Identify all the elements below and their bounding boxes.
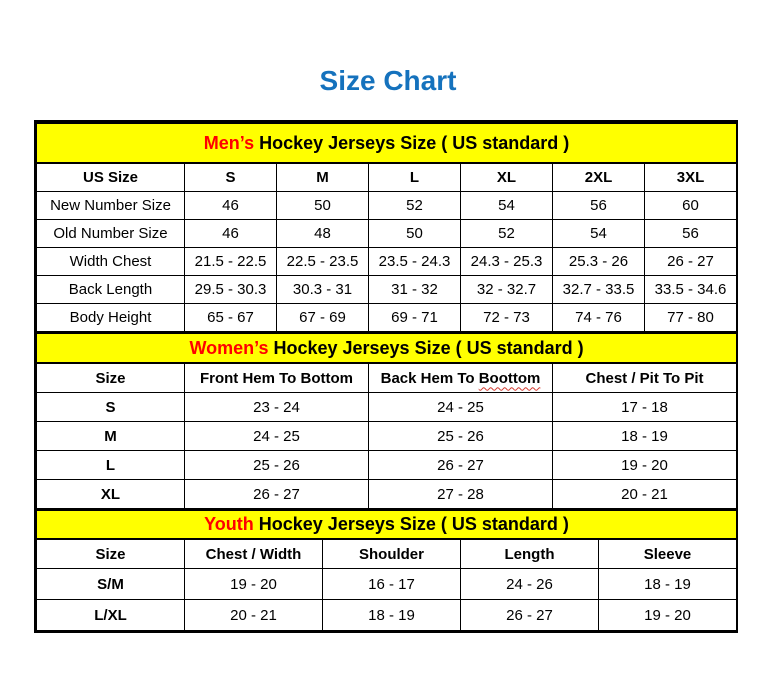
column-header: US Size [37, 163, 185, 192]
value-cell: 20 - 21 [553, 480, 737, 509]
mens-table-body [37, 192, 737, 332]
value-cell: 50 [277, 192, 369, 220]
row-label: S [37, 393, 185, 422]
row-label: New Number Size [37, 192, 185, 220]
value-cell: 24 - 26 [461, 569, 599, 600]
row-label: XL [37, 480, 185, 509]
value-cell: 67 - 69 [277, 304, 369, 332]
youth-table-body [37, 569, 737, 631]
value-cell: 46 [185, 220, 277, 248]
table-row [37, 304, 737, 332]
mens-section-header-row [37, 123, 737, 163]
value-cell: 19 - 20 [553, 451, 737, 480]
value-cell: 27 - 28 [369, 480, 553, 509]
table-row [37, 422, 737, 451]
value-cell: 25.3 - 26 [553, 248, 645, 276]
column-header: XL [461, 163, 553, 192]
column-header: 2XL [553, 163, 645, 192]
value-cell: 22.5 - 23.5 [277, 248, 369, 276]
mens-section-title [37, 123, 737, 163]
column-header: Back Hem To Boottom [369, 363, 553, 393]
column-header: 3XL [645, 163, 737, 192]
value-cell: 54 [553, 220, 645, 248]
value-cell: 18 - 19 [599, 569, 737, 600]
value-cell: 20 - 21 [185, 600, 323, 631]
table-row [37, 276, 737, 304]
value-cell: 56 [645, 220, 737, 248]
value-cell: 23 - 24 [185, 393, 369, 422]
column-header: Front Hem To Bottom [185, 363, 369, 393]
value-cell: 26 - 27 [369, 451, 553, 480]
column-header: Size [37, 539, 185, 569]
column-header: M [277, 163, 369, 192]
youth-section-title-rest: Hockey Jerseys Size ( US standard ) [253, 514, 569, 534]
table-row [37, 600, 737, 631]
youth-section-header-row [37, 510, 737, 539]
row-label: L/XL [37, 600, 185, 631]
value-cell: 26 - 27 [185, 480, 369, 509]
womens-section-title-rest: Hockey Jerseys Size ( US standard ) [268, 337, 584, 358]
value-cell: 24.3 - 25.3 [461, 248, 553, 276]
column-header: Chest / Pit To Pit [553, 363, 737, 393]
mens-section-title-accent: Men’s [203, 132, 255, 153]
womens-section-header-row [37, 333, 737, 363]
value-cell: 19 - 20 [599, 600, 737, 631]
row-label: Body Height [37, 304, 185, 332]
table-row [37, 192, 737, 220]
womens-column-header-row [37, 363, 737, 393]
value-cell: 54 [461, 192, 553, 220]
womens-section-title-accent: Women’s [189, 337, 269, 358]
value-cell: 29.5 - 30.3 [185, 276, 277, 304]
value-cell: 24 - 25 [369, 393, 553, 422]
misspelled-word: Boottom [478, 369, 541, 387]
table-row [37, 393, 737, 422]
value-cell: 50 [369, 220, 461, 248]
value-cell: 77 - 80 [645, 304, 737, 332]
youth-section-title-accent: Youth [204, 514, 254, 534]
row-label: Back Length [37, 276, 185, 304]
value-cell: 30.3 - 31 [277, 276, 369, 304]
column-header: L [369, 163, 461, 192]
value-cell: 72 - 73 [461, 304, 553, 332]
column-header: Sleeve [599, 539, 737, 569]
value-cell: 46 [185, 192, 277, 220]
value-cell: 65 - 67 [185, 304, 277, 332]
value-cell: 69 - 71 [369, 304, 461, 332]
value-cell: 18 - 19 [553, 422, 737, 451]
value-cell: 19 - 20 [185, 569, 323, 600]
youth-size-table [36, 509, 737, 631]
row-label: M [37, 422, 185, 451]
value-cell: 23.5 - 24.3 [369, 248, 461, 276]
value-cell: 31 - 32 [369, 276, 461, 304]
value-cell: 24 - 25 [185, 422, 369, 451]
mens-size-table [36, 122, 737, 332]
row-label: L [37, 451, 185, 480]
value-cell: 48 [277, 220, 369, 248]
value-cell: 17 - 18 [553, 393, 737, 422]
value-cell: 26 - 27 [645, 248, 737, 276]
table-row [37, 569, 737, 600]
womens-section-title [37, 333, 737, 363]
page-title: Size Chart [319, 65, 457, 96]
size-chart-table-wrapper [34, 120, 738, 633]
mens-section-title-rest: Hockey Jerseys Size ( US standard ) [254, 132, 570, 153]
column-header: Length [461, 539, 599, 569]
table-row [37, 248, 737, 276]
table-row [37, 451, 737, 480]
value-cell: 56 [553, 192, 645, 220]
value-cell: 16 - 17 [323, 569, 461, 600]
youth-section-title [37, 510, 737, 539]
column-header: S [185, 163, 277, 192]
column-header: Chest / Width [185, 539, 323, 569]
value-cell: 25 - 26 [369, 422, 553, 451]
value-cell: 21.5 - 22.5 [185, 248, 277, 276]
value-cell: 52 [369, 192, 461, 220]
mens-column-header-row [37, 163, 737, 192]
value-cell: 52 [461, 220, 553, 248]
value-cell: 74 - 76 [553, 304, 645, 332]
table-row [37, 480, 737, 509]
value-cell: 25 - 26 [185, 451, 369, 480]
value-cell: 60 [645, 192, 737, 220]
womens-size-table [36, 332, 737, 509]
table-row [37, 220, 737, 248]
womens-table-body [37, 393, 737, 509]
value-cell: 33.5 - 34.6 [645, 276, 737, 304]
value-cell: 32.7 - 33.5 [553, 276, 645, 304]
row-label: Old Number Size [37, 220, 185, 248]
value-cell: 26 - 27 [461, 600, 599, 631]
youth-column-header-row [37, 539, 737, 569]
row-label: Width Chest [37, 248, 185, 276]
value-cell: 18 - 19 [323, 600, 461, 631]
value-cell: 32 - 32.7 [461, 276, 553, 304]
column-header: Shoulder [323, 539, 461, 569]
column-header: Size [37, 363, 185, 393]
row-label: S/M [37, 569, 185, 600]
